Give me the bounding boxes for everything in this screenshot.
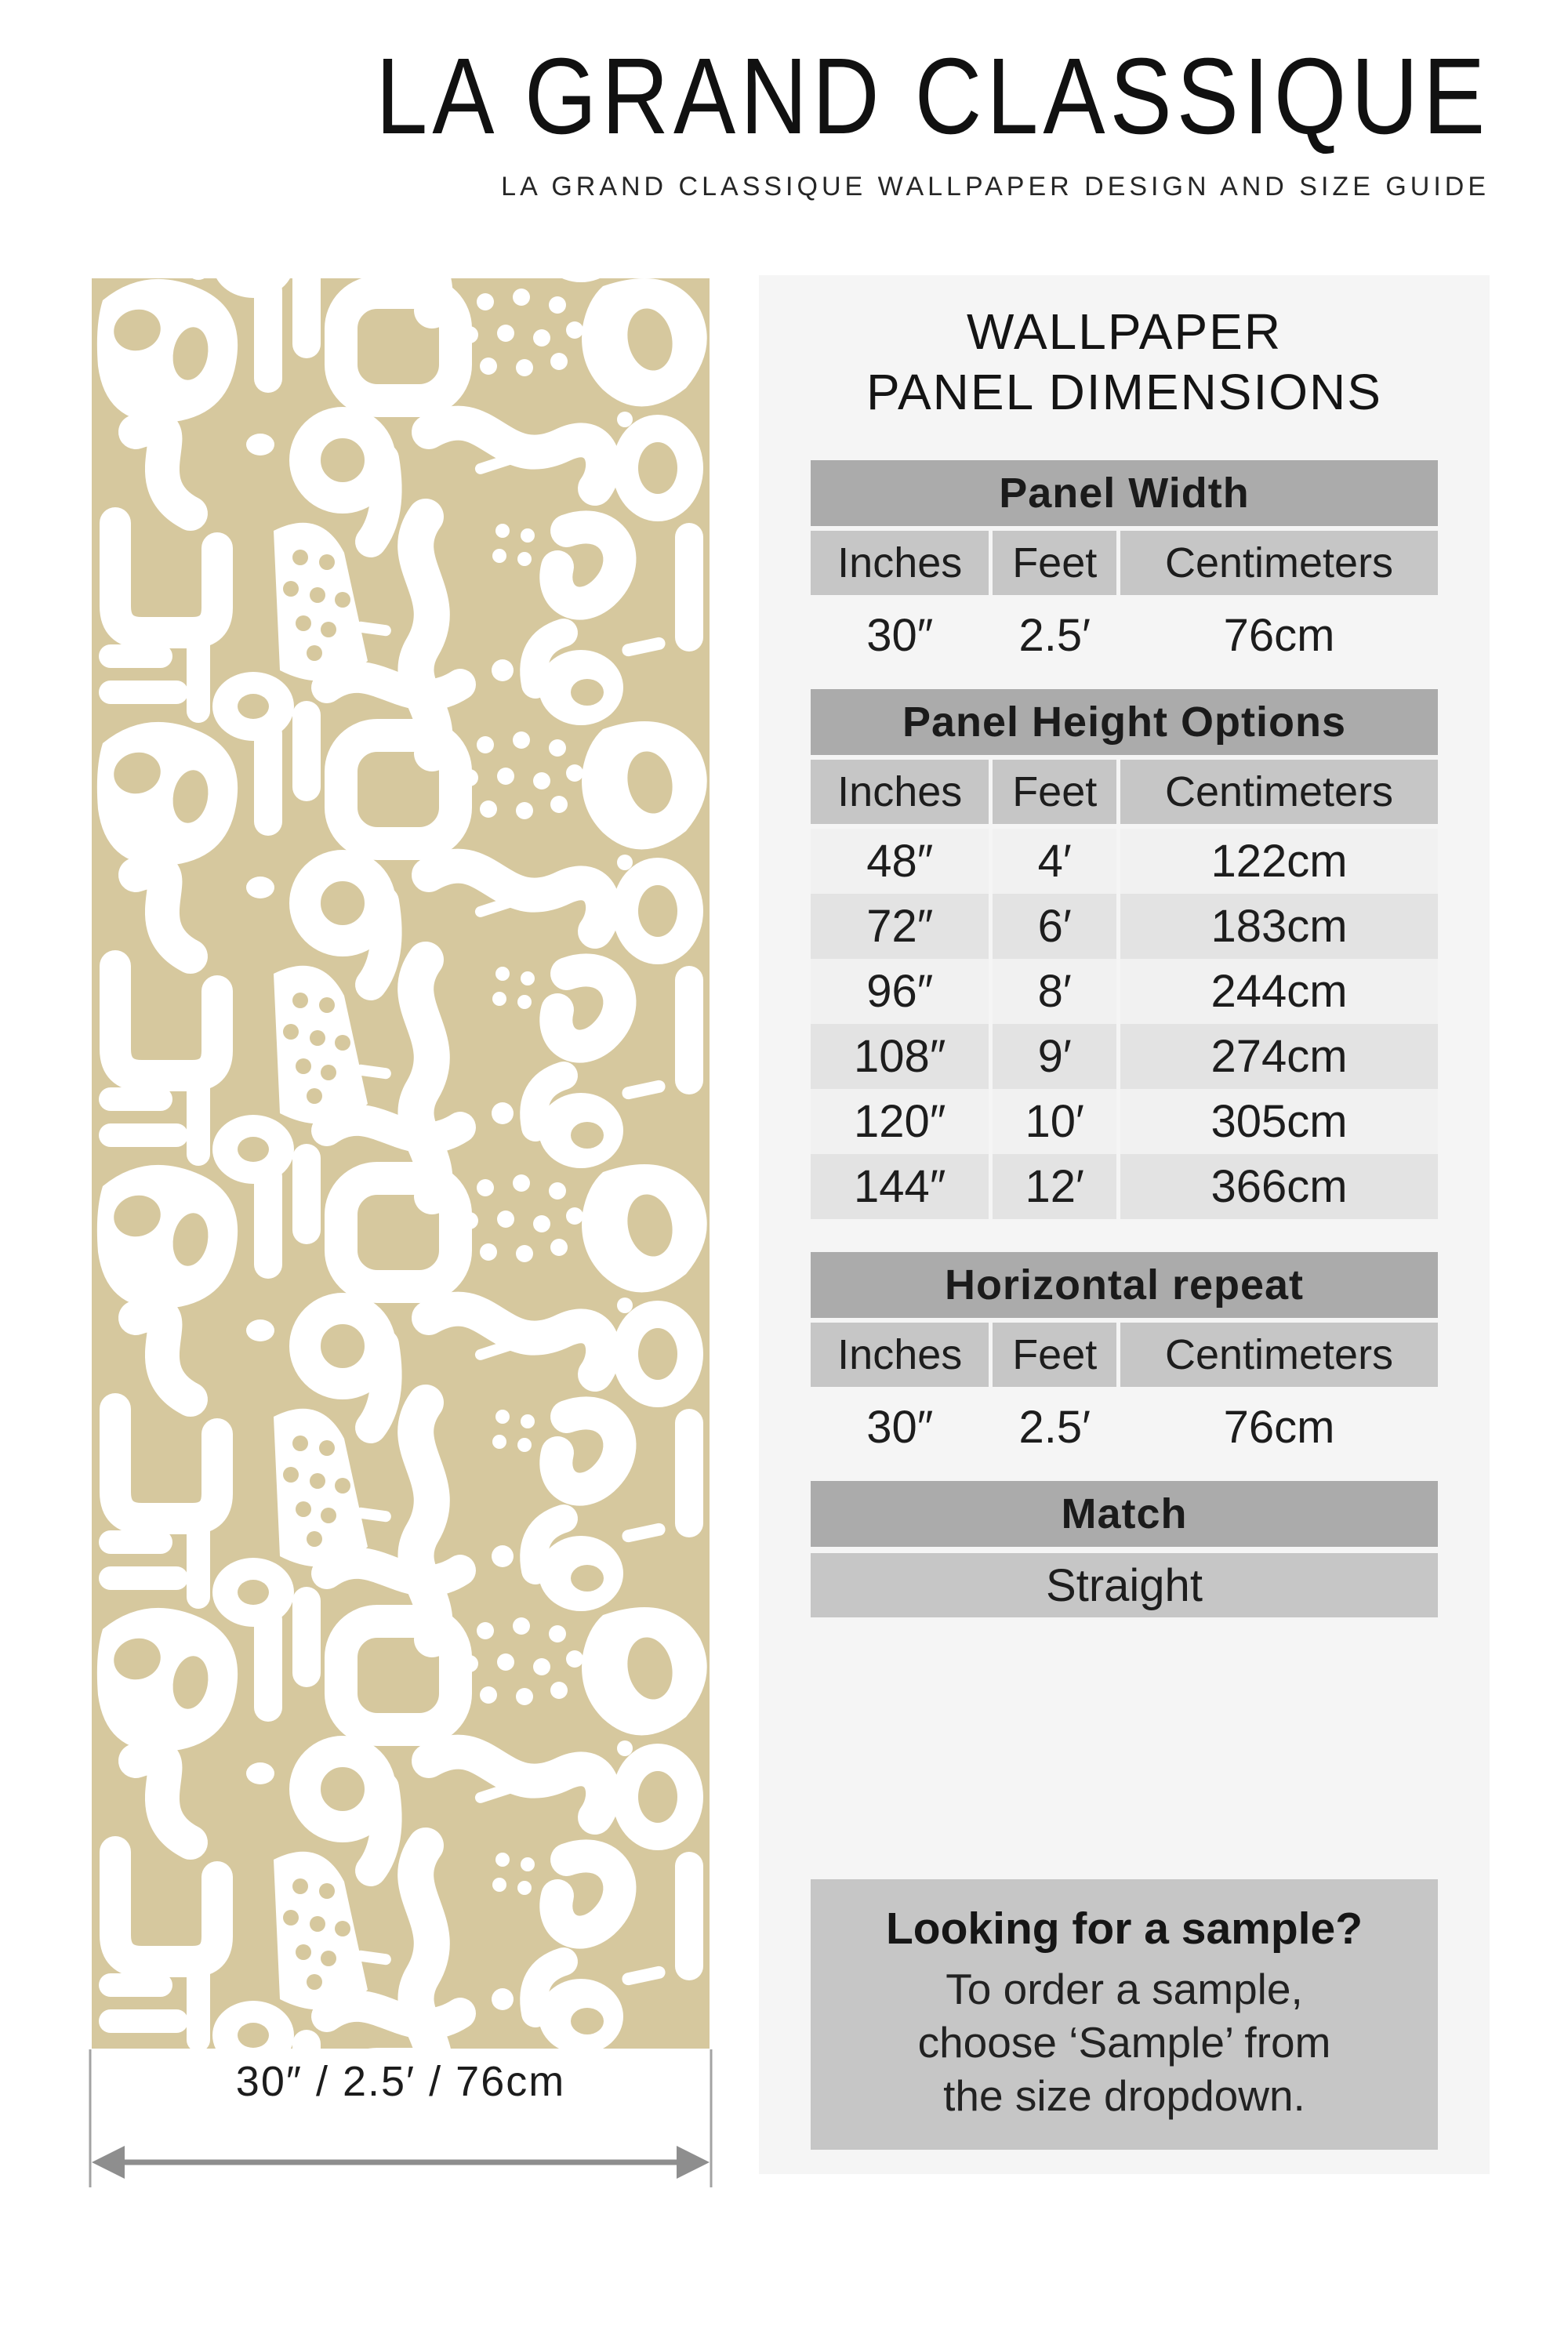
- value-feet: 10′: [993, 1089, 1116, 1154]
- table-header-panel-width: Panel Width: [811, 460, 1438, 526]
- table-row: [811, 829, 1438, 894]
- column-header-feet: Feet: [993, 760, 1116, 824]
- panel-title-line1: WALLPAPER: [966, 303, 1283, 360]
- column-header-inches: Inches: [811, 760, 989, 824]
- value-centimeters: 274cm: [1120, 1024, 1438, 1089]
- column-header-centimeters: Centimeters: [1120, 1323, 1438, 1387]
- value-inches: 72″: [811, 894, 989, 959]
- value-inches: 30″: [866, 1401, 934, 1453]
- table-row: [811, 1154, 1438, 1219]
- value-centimeters: 76cm: [1223, 1401, 1335, 1453]
- value-feet: 8′: [993, 959, 1116, 1024]
- table-row: [811, 1392, 1438, 1462]
- value-centimeters: 305cm: [1120, 1089, 1438, 1154]
- value-feet: 2.5′: [1018, 1401, 1091, 1453]
- table-row: [811, 959, 1438, 1024]
- column-header-inches: Inches: [811, 1323, 989, 1387]
- panel-title-line2: PANEL DIMENSIONS: [866, 363, 1382, 420]
- table-header-horizontal-repeat: Horizontal repeat: [811, 1252, 1438, 1318]
- value-inches: 48″: [811, 829, 989, 894]
- panel-title: [759, 302, 1490, 423]
- value-feet: 12′: [993, 1154, 1116, 1219]
- value-feet: 2.5′: [1018, 609, 1091, 661]
- column-headers: [811, 1323, 1438, 1387]
- value-inches: 120″: [811, 1089, 989, 1154]
- value-inches: 144″: [811, 1154, 989, 1219]
- value-feet: 9′: [993, 1024, 1116, 1089]
- column-header-feet: Feet: [993, 531, 1116, 595]
- brand-title: LA GRAND CLASSIQUE: [376, 36, 1490, 157]
- table-row: [811, 600, 1438, 670]
- match-table: [811, 1481, 1438, 1617]
- table-row: [811, 1089, 1438, 1154]
- table-header-match: Match: [811, 1481, 1438, 1547]
- column-headers: [811, 760, 1438, 824]
- value-feet: 4′: [993, 829, 1116, 894]
- value-centimeters: 122cm: [1120, 829, 1438, 894]
- sample-box-line: the size dropdown.: [943, 2071, 1305, 2121]
- column-headers: [811, 531, 1438, 595]
- sample-box-line: choose ‘Sample’ from: [917, 2018, 1331, 2067]
- sample-box-title: Looking for a sample?: [885, 1904, 1363, 1954]
- value-centimeters: 244cm: [1120, 959, 1438, 1024]
- table-row: [811, 1024, 1438, 1089]
- panel-height-table: [811, 689, 1438, 1219]
- value-centimeters: 366cm: [1120, 1154, 1438, 1219]
- panel-width-table: [811, 460, 1438, 670]
- value-inches: 30″: [866, 609, 934, 661]
- wallpaper-swatch: [92, 278, 710, 2049]
- table-header-panel-height: Panel Height Options: [811, 689, 1438, 755]
- column-header-feet: Feet: [993, 1323, 1116, 1387]
- brand-subtitle: LA GRAND CLASSIQUE WALLPAPER DESIGN AND SIZE GUIDE: [501, 172, 1490, 201]
- panel-width-dimension-label: 30″ / 2.5′ / 76cm: [235, 2058, 566, 2105]
- table-row: [811, 894, 1438, 959]
- width-dimension-arrow: [87, 2048, 714, 2190]
- sample-info-box: [811, 1879, 1438, 2150]
- wallpaper-pattern-image: [92, 278, 710, 2049]
- value-feet: 6′: [993, 894, 1116, 959]
- dimensions-panel: [759, 275, 1490, 2174]
- column-header-centimeters: Centimeters: [1120, 760, 1438, 824]
- value-centimeters: 76cm: [1223, 609, 1335, 661]
- value-inches: 96″: [811, 959, 989, 1024]
- column-header-centimeters: Centimeters: [1120, 531, 1438, 595]
- sample-box-line: To order a sample,: [946, 1965, 1303, 2013]
- match-value: Straight: [811, 1553, 1438, 1617]
- value-centimeters: 183cm: [1120, 894, 1438, 959]
- value-inches: 108″: [811, 1024, 989, 1089]
- brand-header: [194, 34, 1490, 202]
- horizontal-repeat-table: [811, 1252, 1438, 1462]
- height-options-rows: [811, 829, 1438, 1219]
- column-header-inches: Inches: [811, 531, 989, 595]
